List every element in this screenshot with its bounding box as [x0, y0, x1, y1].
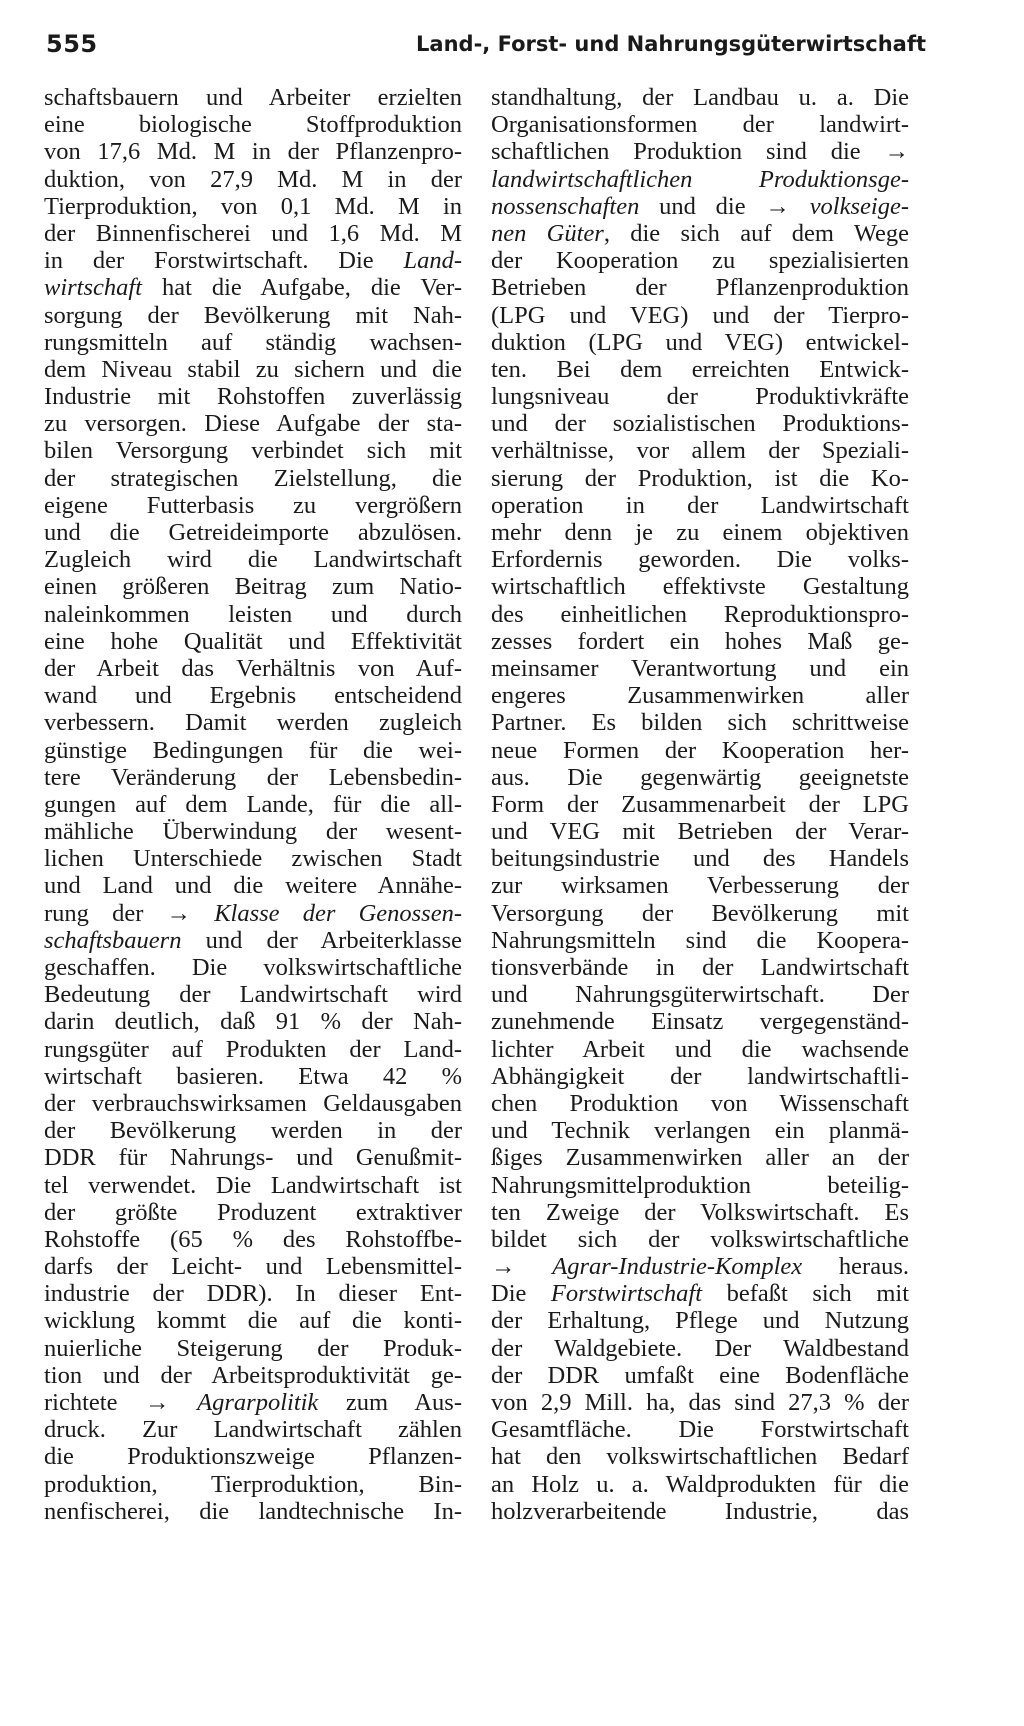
text-line: die Produktionszweige Pflanzen- [44, 1443, 462, 1471]
text-line: richtete → Agrarpolitik zum Aus- [44, 1389, 462, 1416]
text-line: hat den volkswirtschaftlichen Bedarf [491, 1443, 909, 1471]
text-line: holzverarbeitende Industrie, das [491, 1497, 909, 1525]
text-line: Industrie mit Rohstoffen zuverlässig [44, 383, 462, 411]
text-line: eigene Futterbasis zu vergrößern [44, 491, 462, 519]
text-line: und Technik verlangen ein planmä- [491, 1117, 909, 1145]
text-line: der Binnenfischerei und 1,6 Md. M [44, 219, 462, 247]
text-line: darfs der Leicht- und Lebensmittel- [44, 1253, 462, 1281]
text-line: industrie der DDR). In dieser Ent- [44, 1280, 462, 1308]
text-line: Rohstoffe (65 % des Rohstoffbe- [44, 1225, 462, 1253]
text-line: der Bevölkerung werden in der [44, 1117, 462, 1145]
text-line: wicklung kommt die auf die konti- [44, 1307, 462, 1335]
text-line: Erfordernis geworden. Die volks- [491, 546, 909, 574]
text-line: wand und Ergebnis entscheidend [44, 682, 462, 710]
text-line: mähliche Überwindung der wesent- [44, 818, 462, 846]
text-line: günstige Bedingungen für die wei- [44, 736, 462, 764]
text-line: sorgung der Bevölkerung mit Nah- [44, 301, 462, 329]
text-line: → Agrar-Industrie-Komplex heraus. [491, 1253, 909, 1281]
text-line: der Arbeit das Verhältnis von Auf- [44, 654, 462, 682]
text-line: verbessern. Damit werden zugleich [44, 709, 462, 737]
text-line: operation in der Landwirtschaft [491, 491, 909, 519]
text-line: nossenschaften und die → volkseige- [491, 192, 909, 220]
text-line: und Nahrungsgüterwirtschaft. Der [491, 981, 909, 1009]
text-line: tere Veränderung der Lebensbedin- [44, 763, 462, 791]
text-line: rungsmitteln auf ständig wachsen- [44, 328, 462, 356]
text-line: ten Zweige der Volkswirtschaft. Es [491, 1198, 909, 1226]
text-line: neue Formen der Kooperation her- [491, 736, 909, 764]
text-line: naleinkommen leisten und durch [44, 600, 462, 628]
text-line: ßiges Zusammenwirken aller an der [491, 1144, 909, 1172]
text-line: ten. Bei dem erreichten Entwick- [491, 355, 909, 383]
text-line: Nahrungsmitteln sind die Koopera- [491, 926, 909, 954]
text-line: und Land und die weitere Annähe- [44, 872, 462, 900]
text-line: schaftlichen Produktion sind die → [491, 138, 909, 166]
page-number: 555 [46, 30, 98, 58]
text-line: wirtschaft basieren. Etwa 42 % [44, 1062, 462, 1090]
text-line: Form der Zusammenarbeit der LPG [491, 790, 909, 818]
text-line: Zugleich wird die Landwirtschaft [44, 546, 462, 574]
text-line: rung der → Klasse der Genossen- [44, 899, 462, 927]
text-line: duktion, von 27,9 Md. M in der [44, 165, 462, 193]
text-line: gungen auf dem Lande, für die all- [44, 790, 462, 818]
text-line: Betrieben der Pflanzenproduktion [491, 274, 909, 302]
text-line: DDR für Nahrungs- und Genußmit- [44, 1144, 462, 1172]
text-line: mehr denn je zu einem objektiven [491, 519, 909, 546]
text-line: (LPG und VEG) und der Tierpro- [491, 301, 909, 329]
text-line: standhaltung, der Landbau u. a. Die [491, 84, 909, 111]
text-line: bildet sich der volkswirtschaftliche [491, 1225, 909, 1253]
text-line: zesses fordert ein hohes Maß ge- [491, 627, 909, 655]
text-line: der strategischen Zielstellung, die [44, 464, 462, 492]
text-line: zunehmende Einsatz vergegenständ- [491, 1008, 909, 1036]
text-line: und der sozialistischen Produktions- [491, 410, 909, 438]
text-line: rungsgüter auf Produkten der Land- [44, 1035, 462, 1063]
text-line: eine hohe Qualität und Effektivität [44, 627, 462, 655]
text-line: wirtschaftlich effektivste Gestaltung [491, 573, 909, 601]
text-line: schaftsbauern und der Arbeiterklasse [44, 926, 462, 954]
text-line: in der Forstwirtschaft. Die Land- [44, 247, 462, 275]
text-line: lungsniveau der Produktivkräfte [491, 383, 909, 411]
text-line: engeres Zusammenwirken aller [491, 682, 909, 710]
text-line: der Erhaltung, Pflege und Nutzung [491, 1307, 909, 1335]
text-line: des einheitlichen Reproduktionspro- [491, 600, 909, 628]
text-column-left [44, 84, 462, 1525]
text-line: sierung der Produktion, ist die Ko- [491, 464, 909, 492]
text-line: der größte Produzent extraktiver [44, 1198, 462, 1226]
text-line: eine biologische Stoffproduktion [44, 111, 462, 139]
text-line: nenfischerei, die landtechnische In- [44, 1497, 462, 1525]
text-line: verhältnisse, vor allem der Speziali- [491, 437, 909, 465]
text-line: Tierproduktion, von 0,1 Md. M in [44, 192, 462, 220]
text-line: der Waldgebiete. Der Waldbestand [491, 1334, 909, 1362]
text-line: darin deutlich, daß 91 % der Nah- [44, 1008, 462, 1036]
text-line: Organisationsformen der landwirt- [491, 111, 909, 139]
text-line: Die Forstwirtschaft befaßt sich mit [491, 1280, 909, 1308]
text-line: aus. Die gegenwärtig geeignetste [491, 763, 909, 791]
running-head: Land-, Forst- und Nahrungsgüterwirtschaft [416, 32, 926, 56]
text-line: beitungsindustrie und des Handels [491, 845, 909, 873]
text-line: bilen Versorgung verbindet sich mit [44, 437, 462, 465]
text-line: einen größeren Beitrag zum Natio- [44, 573, 462, 601]
text-line: und VEG mit Betrieben der Verar- [491, 818, 909, 846]
text-line: lichen Unterschiede zwischen Stadt [44, 845, 462, 873]
text-line: produktion, Tierproduktion, Bin- [44, 1470, 462, 1498]
text-line: von 2,9 Mill. ha, das sind 27,3 % der [491, 1389, 909, 1416]
text-line: tel verwendet. Die Landwirtschaft ist [44, 1171, 462, 1199]
text-line: von 17,6 Md. M in der Pflanzenpro- [44, 138, 462, 166]
text-line: der Kooperation zu spezialisierten [491, 247, 909, 275]
text-line: der verbrauchswirksamen Geldausgaben [44, 1089, 462, 1117]
text-line: chen Produktion von Wissenschaft [491, 1089, 909, 1117]
text-line: landwirtschaftlichen Produktionsge- [491, 165, 909, 193]
text-line: Versorgung der Bevölkerung mit [491, 899, 909, 927]
text-line: an Holz u. a. Waldprodukten für die [491, 1470, 909, 1498]
text-line: Partner. Es bilden sich schrittweise [491, 709, 909, 737]
text-line: Abhängigkeit der landwirtschaftli- [491, 1062, 909, 1090]
text-line: Nahrungsmittelproduktion beteilig- [491, 1171, 909, 1199]
text-line: der DDR umfaßt eine Bodenfläche [491, 1361, 909, 1389]
text-line: lichter Arbeit und die wachsende [491, 1035, 909, 1063]
text-line: zu versorgen. Diese Aufgabe der sta- [44, 410, 462, 438]
text-line: druck. Zur Landwirtschaft zählen [44, 1416, 462, 1444]
text-line: nen Güter, die sich auf dem Wege [491, 219, 909, 247]
text-line: Bedeutung der Landwirtschaft wird [44, 981, 462, 1009]
text-line: Gesamtfläche. Die Forstwirtschaft [491, 1416, 909, 1444]
text-line: dem Niveau stabil zu sichern und die [44, 355, 462, 383]
text-line: wirtschaft hat die Aufgabe, die Ver- [44, 274, 462, 302]
text-line: zur wirksamen Verbesserung der [491, 872, 909, 900]
text-line: meinsamer Verantwortung und ein [491, 654, 909, 682]
text-line: und die Getreideimporte abzulösen. [44, 519, 462, 546]
text-line: tionsverbände in der Landwirtschaft [491, 954, 909, 981]
text-line: schaftsbauern und Arbeiter erzielten [44, 84, 462, 111]
text-line: geschaffen. Die volkswirtschaftliche [44, 954, 462, 981]
text-line: nuierliche Steigerung der Produk- [44, 1334, 462, 1362]
page-header [46, 30, 926, 70]
text-line: duktion (LPG und VEG) entwickel- [491, 328, 909, 356]
text-line: tion und der Arbeitsproduktivität ge- [44, 1361, 462, 1389]
text-column-right [491, 84, 909, 1525]
